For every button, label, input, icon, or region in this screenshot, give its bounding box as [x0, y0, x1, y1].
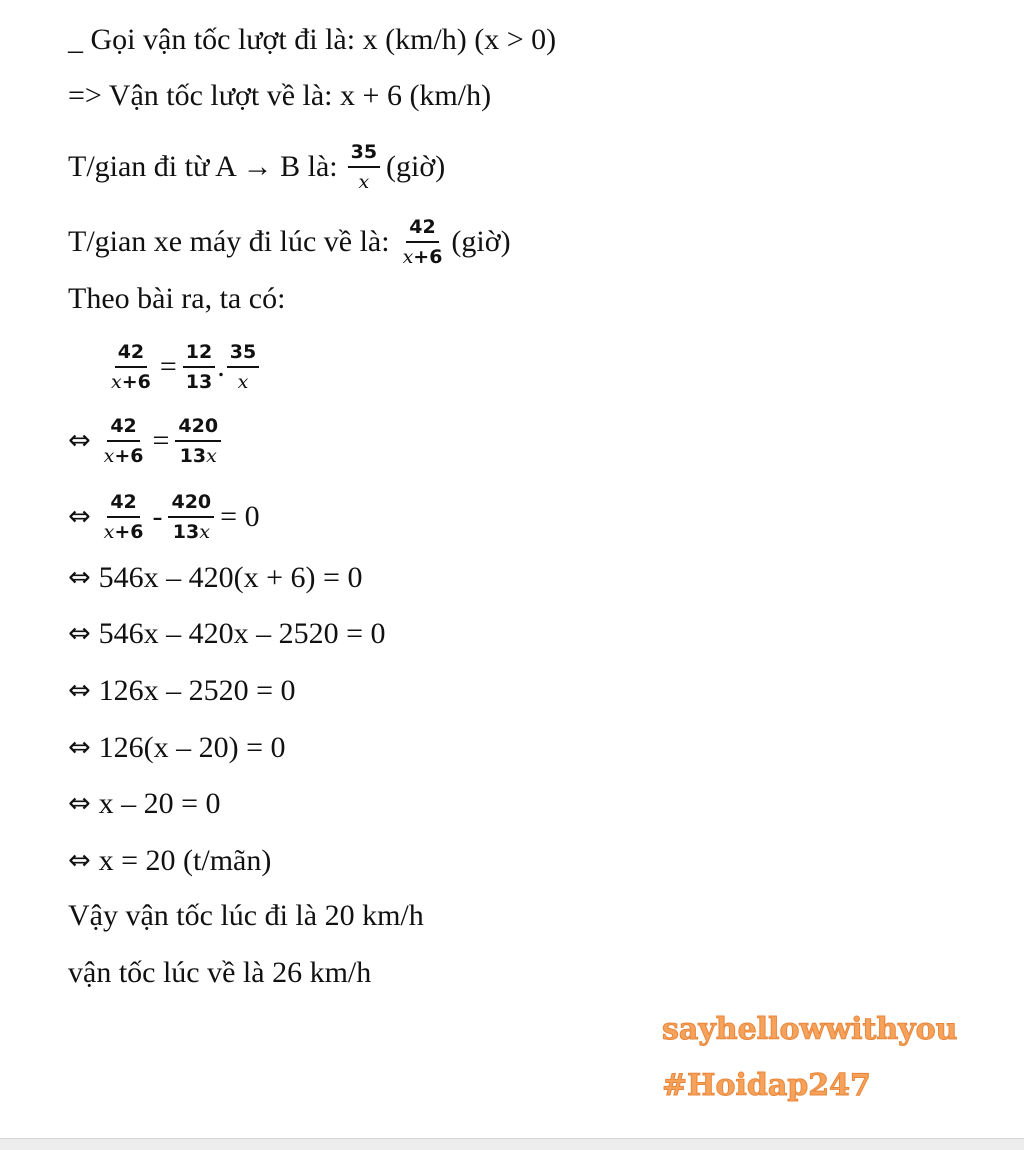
denominator-variable: x [103, 445, 115, 467]
denominator-constant: +6 [413, 246, 443, 268]
line-define-speed-text: _ Gọi vận tốc lượt đi là: x (km/h) (x > 0) [68, 23, 557, 56]
fraction-numerator: 420 [168, 490, 214, 518]
equation-7 [68, 730, 286, 766]
fraction-420-over-13x [175, 414, 221, 468]
watermark-author: sayhellowwithyou [662, 1012, 958, 1047]
fraction-denominator [101, 518, 147, 544]
line-define-speed [68, 22, 556, 58]
fraction-denominator [108, 368, 154, 394]
line-time-return-text: T/gian xe máy đi lúc về là: [68, 225, 390, 258]
denominator-variable: x [199, 521, 210, 543]
fraction-35-over-x [348, 140, 380, 194]
fraction-numerator: 420 [175, 414, 221, 442]
equation-8-text: x – 20 = 0 [98, 787, 221, 820]
unit-hours: (giờ) [386, 150, 446, 183]
line-according-text: Theo bài ra, ta có: [68, 282, 286, 315]
fraction-42-over-x-plus-6 [400, 215, 446, 269]
conclusion-return-text: vận tốc lúc về là 26 km/h [68, 956, 372, 989]
unit-hours: (giờ) [451, 225, 511, 258]
equivalence-symbol: ⇔ [68, 732, 91, 763]
fraction-denominator: 13 [185, 371, 213, 393]
denominator-variable: x [103, 521, 115, 543]
fraction-12-over-13 [183, 340, 215, 394]
line-return-speed-text: => Vận tốc lượt về là: x + 6 (km/h) [68, 79, 492, 112]
fraction-420-over-13x [168, 490, 214, 544]
equation-2 [68, 414, 223, 468]
equation-7-text: 126(x – 20) = 0 [98, 731, 286, 764]
equivalence-symbol: ⇔ [68, 675, 91, 706]
fraction-numerator: 42 [107, 490, 139, 518]
denominator-constant: 13 [179, 445, 207, 467]
denominator-constant: 13 [172, 521, 200, 543]
line-according-to-problem [68, 281, 285, 317]
fraction-42-over-x-plus-6 [101, 414, 147, 468]
equation-4-text: 546x – 420(x + 6) = 0 [98, 561, 363, 594]
equivalence-symbol: ⇔ [68, 618, 91, 649]
line-time-return [68, 215, 511, 269]
equation-9 [68, 843, 271, 879]
line-time-going [68, 140, 445, 194]
equals-sign: = [159, 350, 177, 383]
fraction-numerator: 35 [227, 340, 259, 368]
line-time-going-text: T/gian đi từ A → B là: [68, 150, 338, 183]
bottom-scroll-edge [0, 1138, 1024, 1150]
equation-6 [68, 673, 296, 709]
conclusion-going-speed [68, 898, 424, 934]
fraction-numerator: 12 [183, 340, 215, 368]
conclusion-return-speed [68, 955, 371, 991]
fraction-35-over-x [227, 340, 259, 394]
equivalence-symbol: ⇔ [68, 501, 91, 532]
fraction-numerator: 42 [406, 215, 438, 243]
equation-4 [68, 560, 362, 596]
equation-8 [68, 786, 221, 822]
equation-6-text: 126x – 2520 = 0 [98, 674, 296, 707]
conclusion-going-text: Vậy vận tốc lúc đi là 20 km/h [68, 899, 424, 932]
denominator-constant: +6 [114, 445, 144, 467]
equivalence-symbol: ⇔ [68, 845, 91, 876]
fraction-denominator [170, 518, 213, 544]
equivalence-symbol: ⇔ [68, 425, 91, 456]
denominator-constant: +6 [121, 371, 151, 393]
denominator-constant: +6 [114, 521, 144, 543]
equivalence-symbol: ⇔ [68, 788, 91, 819]
equation-5-text: 546x – 420x – 2520 = 0 [98, 617, 386, 650]
fraction-42-over-x-plus-6 [108, 340, 154, 394]
fraction-denominator: x [358, 171, 370, 193]
denominator-variable: x [402, 246, 414, 268]
equation-1 [106, 340, 261, 394]
fraction-42-over-x-plus-6 [101, 490, 147, 544]
denominator-variable: x [206, 445, 217, 467]
equation-9-text: x = 20 (t/mãn) [98, 844, 272, 877]
fraction-numerator: 42 [115, 340, 147, 368]
equation-3 [68, 490, 260, 544]
watermark-hashtag: #Hoidap247 [662, 1068, 871, 1103]
minus-sign: - [152, 500, 163, 533]
fraction-numerator: 35 [348, 140, 380, 168]
fraction-denominator [400, 243, 446, 269]
fraction-numerator: 42 [107, 414, 139, 442]
fraction-denominator [101, 442, 147, 468]
line-return-speed [68, 78, 491, 114]
denominator-variable: x [111, 371, 122, 393]
equation-5 [68, 616, 386, 652]
fraction-denominator: x [237, 371, 249, 393]
equivalence-symbol: ⇔ [68, 562, 91, 593]
multiply-dot: . [217, 350, 225, 383]
equals-zero: = 0 [220, 500, 260, 533]
equals-sign: = [152, 424, 170, 457]
fraction-denominator [177, 442, 220, 468]
